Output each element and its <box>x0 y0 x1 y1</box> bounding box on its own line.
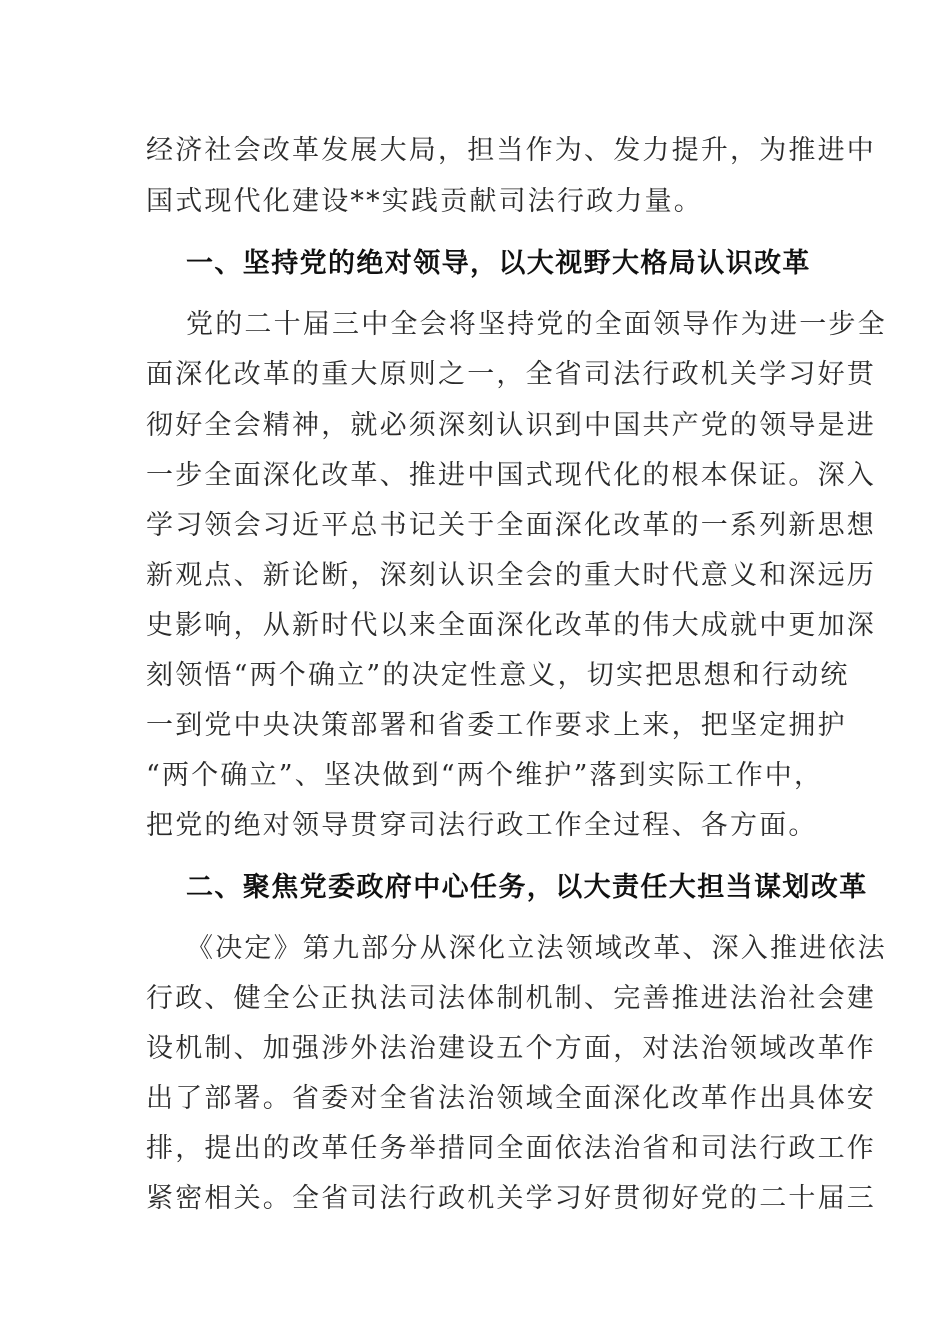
section1-line-8: 刻领悟“两个确立”的决定性意义，切实把思想和行动统 <box>146 660 850 691</box>
section2-line-1: 《决定》第九部分从深化立法领域改革、深入推进依法 <box>186 933 887 964</box>
section1-line-2: 面深化改革的重大原则之一，全省司法行政机关学习好贯 <box>146 359 876 390</box>
section2-line-4: 出了部署。省委对全省法治领域全面深化改革作出具体安 <box>146 1083 876 1114</box>
section1-line-3: 彻好全会精神，就必须深刻认识到中国共产党的领导是进 <box>146 410 876 441</box>
intro-line-1: 经济社会改革发展大局，担当作为、发力提升，为推进中 <box>146 135 876 166</box>
section1-line-11: 把党的绝对领导贯穿司法行政工作全过程、各方面。 <box>146 810 818 841</box>
section1-line-4: 一步全面深化改革、推进中国式现代化的根本保证。深入 <box>146 460 876 491</box>
section1-line-5: 学习领会习近平总书记关于全面深化改革的一系列新思想 <box>146 510 876 541</box>
section1-heading: 一、坚持党的绝对领导，以大视野大格局认识改革 <box>186 248 811 279</box>
section2-line-3: 设机制、加强涉外法治建设五个方面，对法治领域改革作 <box>146 1033 876 1064</box>
section1-line-9: 一到党中央决策部署和省委工作要求上来，把坚定拥护 <box>146 710 847 741</box>
intro-line-2: 国式现代化建设**实践贡献司法行政力量。 <box>146 186 703 217</box>
section2-heading: 二、聚焦党委政府中心任务，以大责任大担当谋划改革 <box>186 872 868 903</box>
section2-line-6: 紧密相关。全省司法行政机关学习好贯彻好党的二十届三 <box>146 1183 876 1214</box>
section2-line-2: 行政、健全公正执法司法体制机制、完善推进法治社会建 <box>146 983 876 1014</box>
section1-line-10: “两个确立”、坚决做到“两个维护”落到实际工作中， <box>146 760 824 791</box>
section1-line-6: 新观点、新论断，深刻认识全会的重大时代意义和深远历 <box>146 560 876 591</box>
section1-line-1: 党的二十届三中全会将坚持党的全面领导作为进一步全 <box>186 309 887 340</box>
section1-line-7: 史影响，从新时代以来全面深化改革的伟大成就中更加深 <box>146 610 876 641</box>
section2-line-5: 排，提出的改革任务举措同全面依法治省和司法行政工作 <box>146 1133 876 1164</box>
